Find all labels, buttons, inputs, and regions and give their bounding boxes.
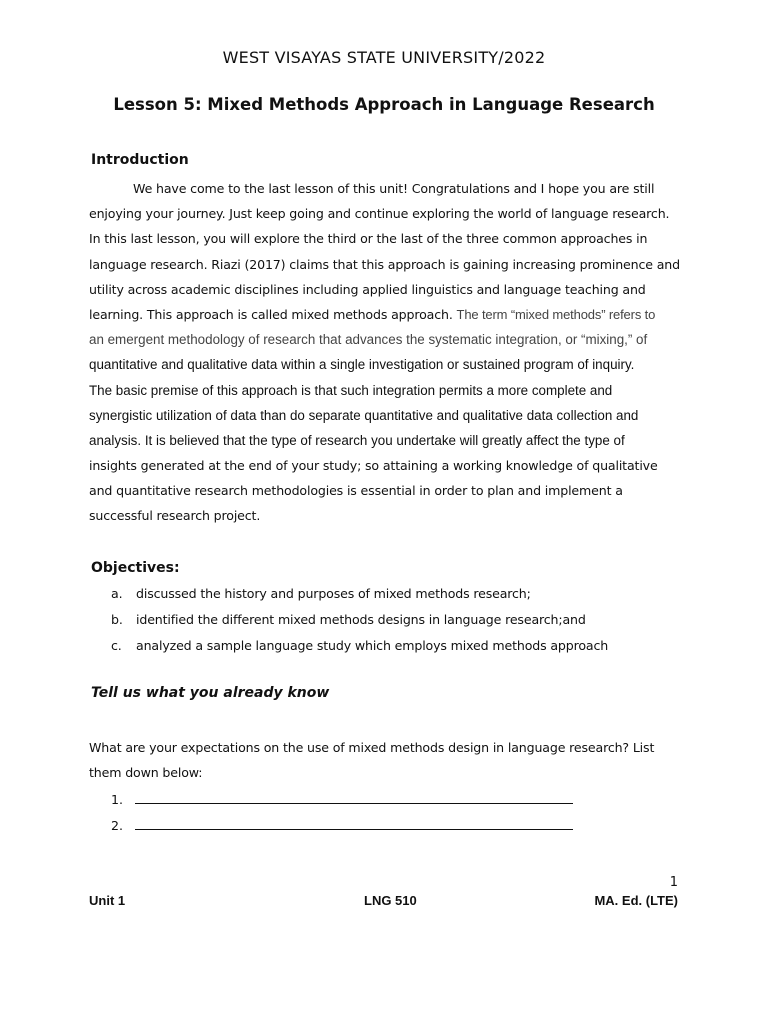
- paragraph-line: quantitative and qualitative data within a single investigation or sustained program of inquiry.: [89, 357, 635, 373]
- footer-course-code: LNG 510: [364, 893, 417, 908]
- answer-item: [111, 813, 573, 839]
- question-line: What are your expectations on the use of mixed methods design in language research? List: [89, 740, 655, 755]
- objectives-list: [111, 581, 608, 659]
- list-item: [111, 633, 608, 659]
- footer-program: MA. Ed. (LTE): [594, 893, 678, 908]
- paragraph-line: successful research project.: [89, 508, 261, 524]
- paragraph-fragment: The term “mixed methods” refers to: [456, 306, 656, 322]
- introduction-heading: Introduction: [91, 152, 189, 168]
- paragraph-line: analysis. It is believed that the type of research you undertake will greatly affect the type of: [89, 432, 625, 448]
- list-marker: c.: [111, 638, 122, 653]
- list-item: [111, 581, 608, 607]
- paragraph-line: language research. Riazi (2017) claims that this approach is gaining increasing prominence and: [89, 256, 680, 272]
- paragraph-line: an emergent methodology of research that advances the systematic integration, or “mixing,” of: [89, 332, 648, 348]
- question-text: [89, 735, 654, 785]
- paragraph-line: The basic premise of this approach is that such integration permits a more complete and: [89, 382, 613, 398]
- question-line: them down below:: [89, 765, 203, 781]
- footer-unit: Unit 1: [89, 893, 126, 908]
- paragraph-line: We have come to the last lesson of this unit! Congratulations and I hope you are still: [133, 181, 655, 196]
- paragraph-line: insights generated at the end of your study; so attaining a working knowledge of qualitative: [89, 458, 658, 474]
- paragraph-line: [89, 302, 689, 327]
- paragraph-line: utility across academic disciplines including applied linguistics and language teaching and: [89, 281, 646, 297]
- paragraph-line: In this last lesson, you will explore the third or the last of the three common approaches in: [89, 231, 648, 247]
- answer-blank-line[interactable]: [135, 815, 573, 830]
- university-header: WEST VISAYAS STATE UNIVERSITY/2022: [222, 48, 546, 67]
- answer-blank-line[interactable]: [135, 789, 573, 804]
- list-marker: b.: [111, 612, 123, 627]
- answer-marker: 1.: [111, 792, 124, 807]
- objectives-heading: Objectives:: [91, 560, 180, 576]
- paragraph-line: synergistic utilization of data than do separate quantitative and qualitative data collection and: [89, 407, 639, 423]
- introduction-body: [89, 176, 689, 529]
- list-item: [111, 607, 608, 633]
- paragraph-line: enjoying your journey. Just keep going and continue exploring the world of language research.: [89, 206, 670, 222]
- list-item-text: discussed the history and purposes of mixed methods research;: [136, 586, 531, 601]
- answer-marker: 2.: [111, 818, 124, 833]
- paragraph-fragment: learning. This approach is called mixed methods approach.: [89, 306, 453, 322]
- paragraph-line: and quantitative research methodologies is essential in order to plan and implement a: [89, 483, 623, 499]
- lesson-title: Lesson 5: Mixed Methods Approach in Language Research: [113, 95, 655, 114]
- page-number: 1: [669, 875, 678, 890]
- list-item-text: analyzed a sample language study which employs mixed methods approach: [136, 638, 609, 653]
- answer-list: [111, 787, 573, 839]
- tell-us-heading: Tell us what you already know: [91, 685, 330, 701]
- answer-item: [111, 787, 573, 813]
- list-marker: a.: [111, 586, 123, 601]
- list-item-text: identified the different mixed methods designs in language research;and: [136, 612, 586, 627]
